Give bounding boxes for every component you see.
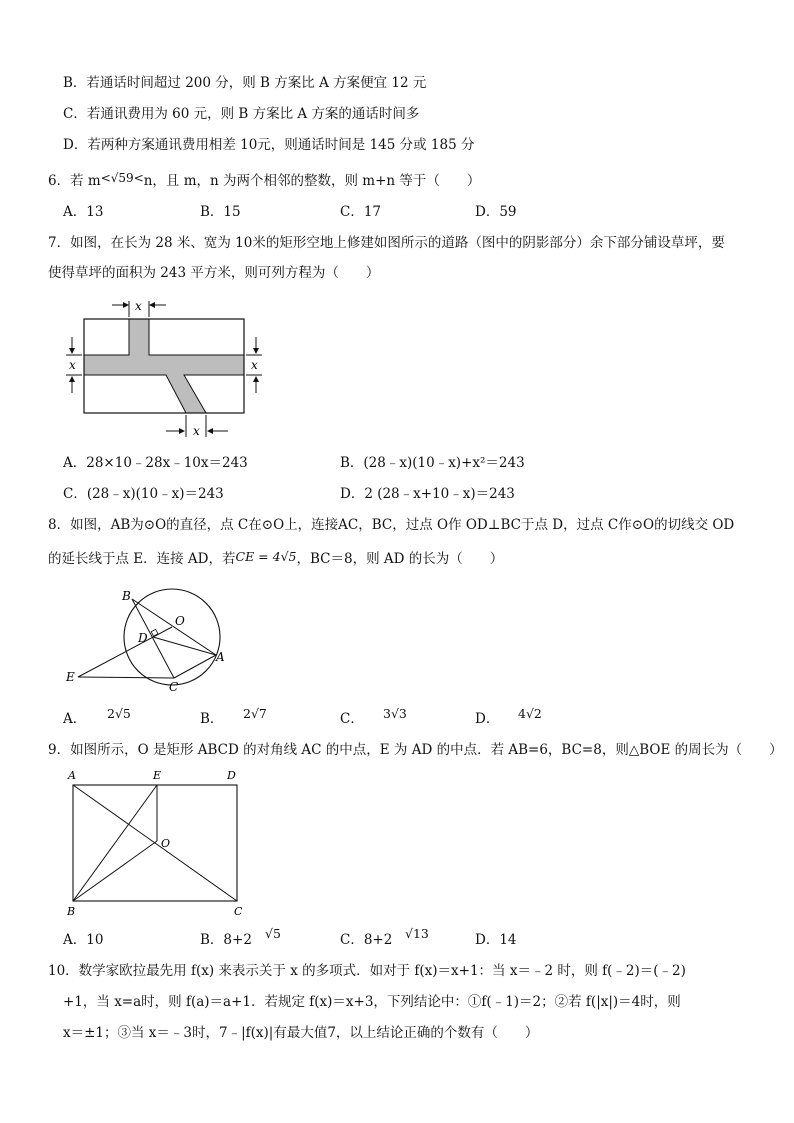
q9-option-d: D．14: [475, 932, 517, 948]
q10-stem-line1: 10．数学家欧拉最先用 f(x) 来表示关于 x 的多项式．如对于 f(x)＝x+1：当 x＝﹣2 时，则 f(﹣2)＝(﹣2): [48, 963, 686, 979]
q8-stem-line2-a: 的延长线于点 E．连接 AD，若: [48, 551, 236, 567]
q8-stem-line2-b: ，BC＝8，则 AD 的长为（ ）: [296, 551, 504, 567]
q8-option-b-letter: B．: [200, 711, 224, 727]
q6-option-b: B．15: [200, 204, 241, 220]
q7-label-x-left: x: [69, 358, 76, 372]
q8-label-d: D: [138, 631, 148, 645]
q9-label-b: B: [67, 905, 76, 918]
q8-stem-line1: 8．如图，AB为⊙O的直径，点 C在⊙O上，连接AC，BC，过点 O作 OD⊥BC于点 D，过点 C作⊙O的切线交 OD: [48, 517, 735, 533]
q9-label-e: E: [153, 769, 162, 782]
q8-option-d-value: 4√2: [518, 706, 542, 721]
q6-stem: [48, 172, 480, 190]
q8-option-d-letter: D．: [475, 711, 500, 727]
q7-road-figure: [60, 293, 270, 443]
q7-label-x-right: x: [251, 358, 258, 372]
q6-option-a: A．13: [63, 204, 104, 220]
q6-option-d: D．59: [475, 204, 517, 220]
q8-label-c: C: [169, 680, 179, 694]
q10-stem-line3: x＝±1；③当 x＝﹣3时，7﹣|f(x)|有最大值7，以上结论正确的个数有（ ）: [63, 1025, 539, 1041]
q5-option-c: C．若通讯费用为 60 元，则 B 方案比 A 方案的通话时间多: [63, 106, 420, 122]
q9-label-d: D: [227, 769, 236, 782]
q9-option-c-radical: √13: [405, 926, 429, 941]
q7-option-b: B．(28﹣x)(10﹣x)+x²＝243: [340, 455, 525, 471]
q7-stem-line2: 使得草坪的面积为 243 平方米，则可列方程为（ ）: [48, 265, 380, 281]
q9-option-c: C．8+2: [340, 932, 393, 948]
q8-label-e: E: [66, 670, 75, 684]
q8-label-a: A: [216, 650, 225, 664]
q8-option-a-letter: A．: [63, 711, 87, 727]
q8-label-o: O: [175, 614, 185, 628]
q7-label-x-top: x: [135, 299, 142, 313]
q9-label-a: A: [68, 769, 76, 782]
q5-option-d: D．若两种方案通讯费用相差 10元，则通话时间是 145 分或 185 分: [63, 137, 475, 153]
q9-rectangle-figure: [60, 765, 250, 920]
q6-stem-b: n，且 m，n 为两个相邻的整数，则 m+n 等于（ ）: [143, 173, 481, 189]
q7-road-shading: [84, 319, 244, 413]
q8-ce-value: CE = 4√5: [235, 549, 297, 564]
q8-circle-figure: [60, 585, 240, 695]
q9-stem: 9．如图所示，O 是矩形 ABCD 的对角线 AC 的中点，E 为 AD 的中点．若 AB=6，BC=8，则△BOE 的周长为（ ）: [48, 742, 783, 758]
q7-stem-line1: 7．如图，在长为 28 米、宽为 10米的矩形空地上修建如图所示的道路（图中的阴影部分）余下部分铺设草坪，要: [48, 235, 725, 251]
q7-option-c: C．(28﹣x)(10﹣x)＝243: [63, 486, 224, 502]
q8-label-b: B: [122, 589, 131, 603]
q9-option-b: B．8+2: [200, 932, 252, 948]
q9-option-b-radical: √5: [265, 926, 281, 941]
q6-option-c: C．17: [340, 204, 382, 220]
q6-radical: <√59<: [100, 171, 144, 185]
q7-option-a: A．28×10﹣28x﹣10x＝243: [63, 455, 248, 471]
q7-option-d: D．2 (28﹣x+10﹣x)＝243: [340, 486, 515, 502]
q8-option-a-value: 2√5: [107, 706, 131, 721]
q8-option-c-value: 3√3: [383, 706, 407, 721]
q8-option-c-letter: C．: [340, 711, 364, 727]
q9-label-o: O: [161, 837, 171, 850]
q7-label-x-bottom: x: [193, 424, 200, 438]
q8-option-b-value: 2√7: [243, 706, 267, 721]
q10-stem-line2: +1，当 x=a时，则 f(a)＝a+1．若规定 f(x)＝x+3，下列结论中：①f(﹣1)＝2；②若 f(|x|)＝4时，则: [63, 994, 681, 1010]
q8-stem-line2: [48, 550, 503, 568]
q9-label-c: C: [234, 905, 243, 918]
q9-option-a: A．10: [63, 932, 104, 948]
q6-stem-a: 6．若 m: [48, 173, 101, 189]
q5-option-b: B．若通话时间超过 200 分，则 B 方案比 A 方案便宜 12 元: [63, 75, 427, 91]
